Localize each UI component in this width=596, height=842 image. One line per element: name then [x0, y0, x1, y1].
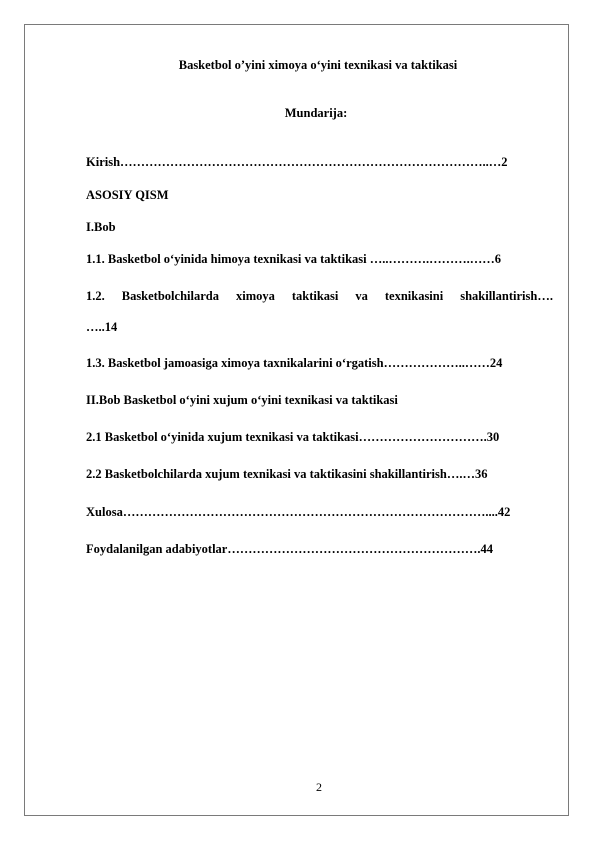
toc-word: ximoya	[235, 289, 275, 303]
toc-entry-asosiy-qism: ASOSIY QISM	[86, 188, 169, 202]
toc-word: shakillantirish….	[460, 289, 553, 303]
page-border	[24, 24, 569, 816]
toc-entry-bob-2: II.Bob Basketbol o‘yini xujum o‘yini texnikasi va taktikasi	[86, 393, 398, 407]
document-title: Basketbol o’yini ximoya o‘yini texnikasi va taktikasi	[178, 58, 458, 72]
toc-entry-2-2: 2.2 Basketbolchilarda xujum texnikasi va taktikasini shakillantirish….…36	[86, 467, 488, 481]
contents-heading: Mundarija:	[284, 106, 348, 120]
toc-word: taktikasi	[291, 289, 339, 303]
toc-entry-xulosa: Xulosa……………………………………………………………………………....42	[86, 505, 511, 519]
toc-entry-2-1: 2.1 Basketbol o‘yinida xujum texnikasi va taktikasi………………………….30	[86, 430, 500, 444]
toc-entry-bob-1: I.Bob	[86, 220, 116, 234]
page-number: 2	[316, 780, 322, 794]
toc-entry-1-3: 1.3. Basketbol jamoasiga ximoya taxnikalarini o‘rgatish………………..……24	[86, 356, 503, 370]
toc-word: 1.2.	[86, 289, 105, 303]
toc-entry-1-2	[86, 289, 553, 304]
toc-word: texnikasini	[384, 289, 444, 303]
toc-entry-1-2-page: …..14	[86, 320, 118, 334]
toc-entry-1-1: 1.1. Basketbol o‘yinida himoya texnikasi va taktikasi …..……….……….……6	[86, 252, 501, 266]
toc-entry-kirish: Kirish……………………………………………………………………………..…2	[86, 155, 508, 169]
toc-word: va	[355, 289, 368, 303]
toc-entry-adabiyotlar: Foydalanilgan adabiyotlar…………………………………………………….44	[86, 542, 493, 556]
toc-word: Basketbolchilarda	[121, 289, 219, 303]
